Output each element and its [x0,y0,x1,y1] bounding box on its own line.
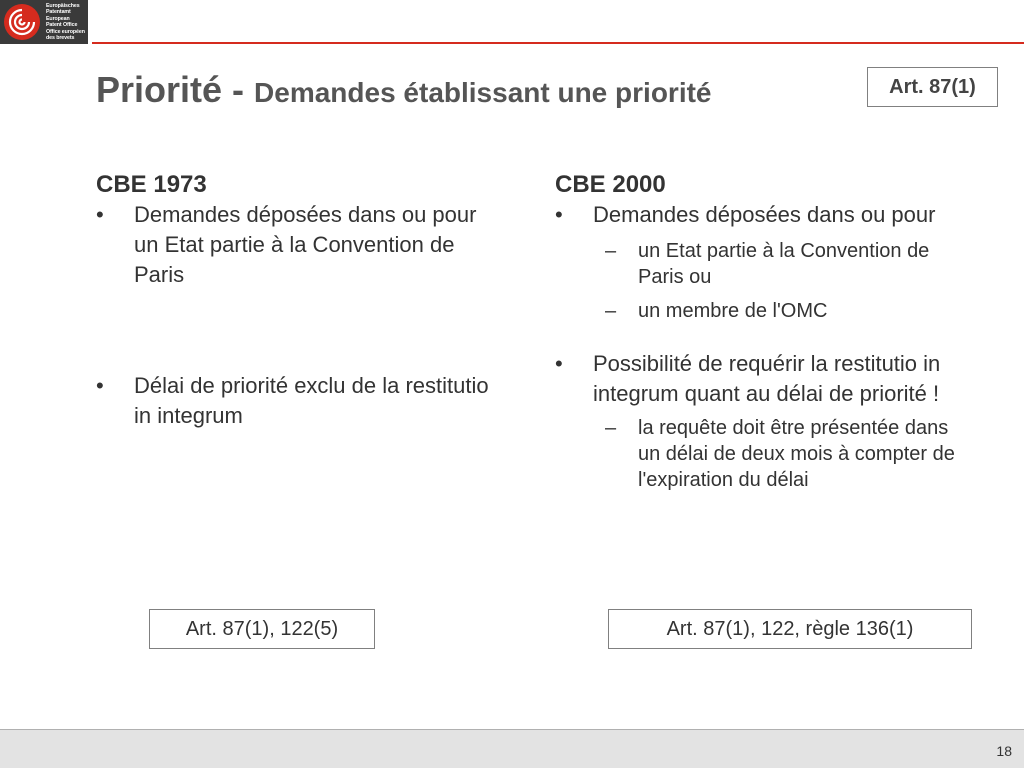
logo-line: European [46,15,70,22]
logo-line: Office européen [46,28,85,35]
title-main: Priorité - [96,69,255,110]
sub-bullet-item [555,415,975,493]
bullet-text: Demandes déposées dans ou pour [593,202,936,227]
bullet-text: Demandes déposées dans ou pour un Etat partie à la Convention de Paris [134,202,477,287]
bullet-mark: • [555,351,563,376]
bullet-item [96,371,506,431]
column-heading: CBE 1973 [96,171,207,198]
sub-bullet-item [555,298,975,324]
slide-title [96,69,712,111]
column-cbe-1973 [96,170,506,431]
reference-box-cbe-2000: Art. 87(1), 122, règle 136(1) [608,609,972,649]
epo-logo-icon [4,4,40,40]
bullet-text: Délai de priorité exclu de la restitutio in integrum [134,373,489,428]
dash-mark: – [605,417,617,439]
bullet-mark: • [96,373,104,398]
sub-bullet-text: la requête doit être présentée dans un délai de deux mois à compter de l'expiration du délai [638,417,955,491]
bullet-item [96,200,506,290]
sub-bullet-text: un Etat partie à la Convention de Paris ou [638,240,930,288]
footer-bar [0,729,1024,768]
bullet-text: Possibilité de requérir la restitutio in integrum quant au délai de priorité ! [593,351,941,406]
logo-line: des brevets [46,34,75,41]
header-rule [92,42,1024,44]
column-heading: CBE 2000 [555,171,666,198]
article-reference-box: Art. 87(1) [867,67,998,107]
dash-mark: – [605,300,617,322]
page-number: 18 [996,743,1012,759]
logo-line: Europäisches [46,3,80,9]
epo-logo-text [46,3,88,41]
bullet-mark: • [96,202,104,227]
logo-line: Patentamt [46,9,71,16]
sub-bullet-item [555,238,975,290]
epo-logo [0,0,88,44]
logo-line: Patent Office [46,22,78,29]
dash-mark: – [605,240,617,262]
bullet-item [555,200,975,230]
title-subtitle: Demandes établissant une priorité [254,77,712,108]
bullet-mark: • [555,202,563,227]
sub-bullet-text: un membre de l'OMC [638,300,828,322]
bullet-item [555,349,975,409]
reference-box-cbe-1973: Art. 87(1), 122(5) [149,609,375,649]
column-cbe-2000 [555,170,975,493]
